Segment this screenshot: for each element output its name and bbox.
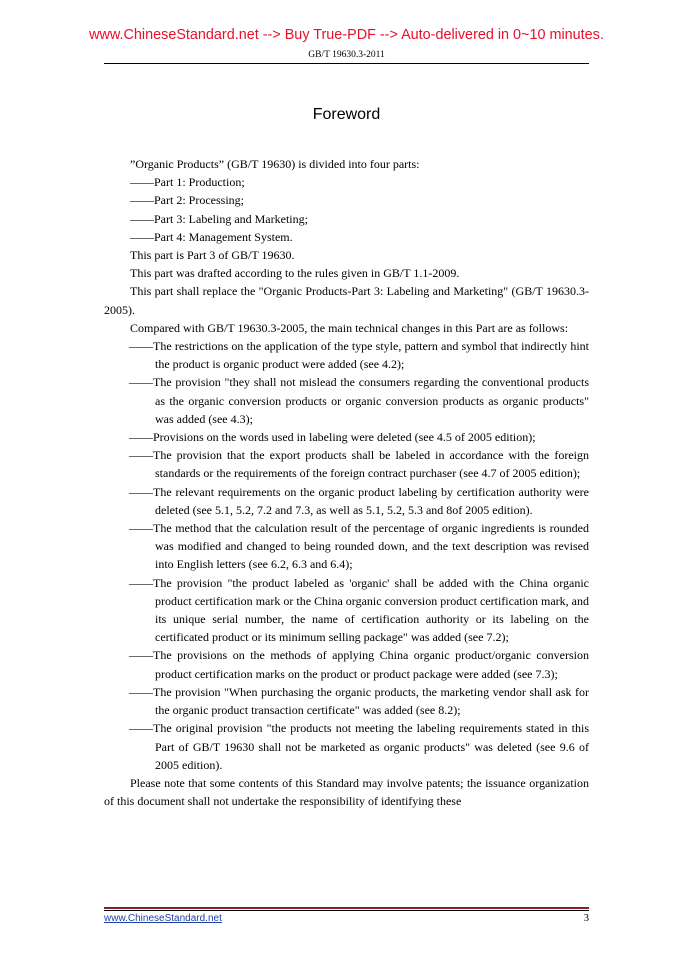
change-item: ——The provision "the product labeled as 'organic' shall be added with the China organic product certification mark or the China organic conversion product certification mark, and its unique serial number, the name of certification authority or its labeling on the certificated product or its minimum selling package" was added (see 7.2); (129, 575, 589, 645)
part-list-item: ——Part 2: Processing; (130, 193, 244, 208)
part-list-item: ——Part 1: Production; (130, 175, 245, 190)
page-number: 3 (583, 913, 589, 924)
document-body (104, 155, 589, 810)
compared-paragraph: Compared with GB/T 19630.3-2005, the main technical changes in this Part are as follows: (130, 320, 569, 335)
patent-note-paragraph: Please note that some contents of this Standard may involve patents; the issuance organization of this document shall not undertake the responsibility of identifying these (104, 775, 589, 809)
change-item: ——The relevant requirements on the organic product labeling by certification authority were deleted (see 5.1, 5.2, 7.2 and 7.3, as well as 5.1, 5.2, 5.3 and 8of 2005 edition). (129, 484, 589, 517)
division-paragraph: ”Organic Products” (GB/T 19630) is divided into four parts: (130, 157, 420, 171)
footer-website-link[interactable]: www.ChineseStandard.net (104, 913, 222, 924)
drafted-paragraph: This part was drafted according to the rules given in GB/T 1.1-2009. (130, 266, 460, 281)
replace-paragraph: This part shall replace the "Organic Products-Part 3: Labeling and Marketing" (GB/T 19630.3-2005). (104, 284, 589, 317)
promo-banner-link[interactable]: www.ChineseStandard.net --> Buy True-PDF --> Auto-delivered in 0~10 minutes. (89, 27, 604, 43)
change-item: ——The provision that the export products shall be labeled in accordance with the foreign standards or the requirements of the foreign contract purchaser (see 4.7 of 2005 edition); (129, 448, 589, 481)
change-item: ——The original provision "the products not meeting the labeling requirements stated in this Part of GB/T 19630 shall not be marketed as organic products" was deleted (see 9.6 of 2005 edition). (129, 721, 589, 772)
footer-divider (104, 910, 589, 911)
header-divider (104, 63, 589, 64)
this-part-paragraph: This part is Part 3 of GB/T 19630. (130, 248, 295, 263)
page-title: Foreword (312, 106, 381, 123)
footer-divider-red (104, 907, 589, 909)
change-item: ——The restrictions on the application of the type style, pattern and symbol that indirectly hint the product is organic product were added (see 4.2); (129, 339, 589, 372)
change-item: ——Provisions on the words used in labeling were deleted (see 4.5 of 2005 edition); (129, 430, 536, 445)
part-list-item: ——Part 3: Labeling and Marketing; (130, 211, 308, 226)
part-list-item: ——Part 4: Management System. (130, 229, 293, 244)
change-item: ——The provisions on the methods of applying China organic product/organic conversion product certification marks on the product or product package were added (see 7.3); (129, 648, 589, 681)
standard-number-header: GB/T 19630.3-2011 (308, 50, 385, 60)
change-item: ——The provision "When purchasing the organic products, the marketing vendor shall ask for the organic product transaction certificate" was added (see 8.2); (129, 684, 589, 718)
change-item: ——The method that the calculation result of the percentage of organic ingredients is rounded was modified and changed to being rounded down, and the text description was revised into English letters (see 6.2, 6.3 and 6.4); (129, 521, 589, 572)
change-item: ——The provision "they shall not mislead the consumers regarding the conventional products as the organic conversion products or organic conversion products as organic products" was added (see 4.3); (129, 375, 589, 426)
